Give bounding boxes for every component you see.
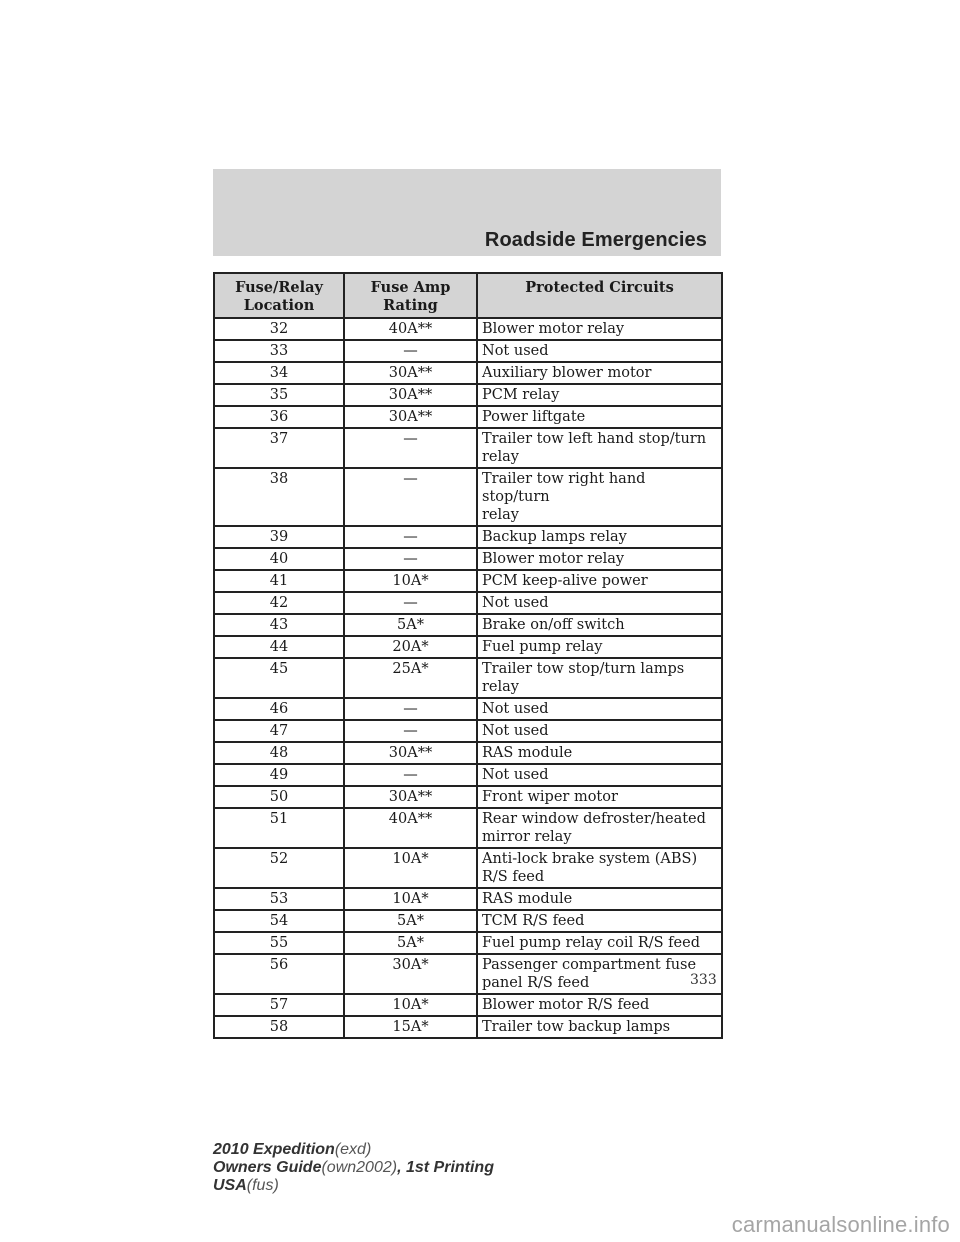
table-row: [214, 636, 722, 658]
cell-protected-circuit: Not used: [477, 340, 722, 362]
table-row: [214, 786, 722, 808]
cell-protected-circuit: Rear window defroster/heated mirror relay: [477, 808, 722, 848]
footer-printing: , 1st Printing: [397, 1159, 494, 1176]
column-header-location: Fuse/Relay Location: [214, 273, 344, 318]
cell-protected-circuit: Backup lamps relay: [477, 526, 722, 548]
footer-line-2: [213, 1159, 494, 1177]
cell-location: 52: [214, 848, 344, 888]
table-row: [214, 848, 722, 888]
cell-amp-rating: 5A*: [344, 910, 477, 932]
cell-protected-circuit: Passenger compartment fuse panel R/S feed: [477, 954, 722, 994]
cell-protected-circuit: Blower motor relay: [477, 548, 722, 570]
table-row: [214, 932, 722, 954]
cell-protected-circuit: Not used: [477, 592, 722, 614]
table-row: [214, 362, 722, 384]
table-row: [214, 742, 722, 764]
cell-location: 34: [214, 362, 344, 384]
footer-line-3: [213, 1177, 494, 1195]
cell-location: 42: [214, 592, 344, 614]
cell-location: 35: [214, 384, 344, 406]
cell-amp-rating: 10A*: [344, 888, 477, 910]
cell-amp-rating: 30A**: [344, 406, 477, 428]
cell-amp-rating: 20A*: [344, 636, 477, 658]
cell-amp-rating: 5A*: [344, 932, 477, 954]
table-row: [214, 954, 722, 994]
cell-protected-circuit: Trailer tow stop/turn lamps relay: [477, 658, 722, 698]
table-row: [214, 764, 722, 786]
table-row: [214, 468, 722, 526]
cell-protected-circuit: Trailer tow backup lamps: [477, 1016, 722, 1038]
table-row: [214, 808, 722, 848]
cell-amp-rating: 15A*: [344, 1016, 477, 1038]
cell-protected-circuit: Anti-lock brake system (ABS) R/S feed: [477, 848, 722, 888]
cell-protected-circuit: Front wiper motor: [477, 786, 722, 808]
cell-protected-circuit: Brake on/off switch: [477, 614, 722, 636]
table-row: [214, 384, 722, 406]
cell-location: 32: [214, 318, 344, 340]
cell-amp-rating: 30A*: [344, 954, 477, 994]
table-body: [214, 318, 722, 1038]
cell-amp-rating: —: [344, 428, 477, 468]
footer-model-code: (exd): [334, 1141, 372, 1158]
cell-location: 45: [214, 658, 344, 698]
section-header-band: [213, 169, 721, 256]
cell-amp-rating: 30A**: [344, 742, 477, 764]
footer-model: 2010 Expedition: [213, 1141, 335, 1158]
cell-amp-rating: —: [344, 592, 477, 614]
cell-amp-rating: —: [344, 548, 477, 570]
footer-market: USA: [213, 1177, 247, 1194]
cell-location: 57: [214, 994, 344, 1016]
cell-amp-rating: —: [344, 764, 477, 786]
cell-location: 50: [214, 786, 344, 808]
cell-amp-rating: —: [344, 526, 477, 548]
cell-location: 58: [214, 1016, 344, 1038]
cell-protected-circuit: Not used: [477, 764, 722, 786]
table-row: [214, 1016, 722, 1038]
table-row: [214, 658, 722, 698]
cell-amp-rating: —: [344, 698, 477, 720]
cell-protected-circuit: TCM R/S feed: [477, 910, 722, 932]
table-row: [214, 614, 722, 636]
cell-amp-rating: —: [344, 468, 477, 526]
footer-line-1: [213, 1141, 494, 1159]
cell-amp-rating: 10A*: [344, 570, 477, 592]
cell-protected-circuit: Trailer tow right hand stop/turn relay: [477, 468, 722, 526]
cell-protected-circuit: PCM relay: [477, 384, 722, 406]
cell-amp-rating: 40A**: [344, 318, 477, 340]
footer-market-code: (fus): [246, 1177, 279, 1194]
cell-protected-circuit: RAS module: [477, 742, 722, 764]
cell-protected-circuit: Trailer tow left hand stop/turn relay: [477, 428, 722, 468]
footer-guide: Owners Guide: [213, 1159, 322, 1176]
cell-location: 37: [214, 428, 344, 468]
cell-location: 38: [214, 468, 344, 526]
cell-location: 44: [214, 636, 344, 658]
cell-amp-rating: 10A*: [344, 994, 477, 1016]
cell-amp-rating: 10A*: [344, 848, 477, 888]
cell-location: 54: [214, 910, 344, 932]
cell-protected-circuit: Blower motor R/S feed: [477, 994, 722, 1016]
watermark-text: carmanualsonline.info: [731, 1212, 950, 1237]
cell-amp-rating: 30A**: [344, 786, 477, 808]
cell-amp-rating: 25A*: [344, 658, 477, 698]
cell-amp-rating: 40A**: [344, 808, 477, 848]
cell-location: 56: [214, 954, 344, 994]
cell-amp-rating: 5A*: [344, 614, 477, 636]
cell-location: 55: [214, 932, 344, 954]
footer-guide-code: (own2002): [321, 1159, 398, 1176]
section-title: Roadside Emergencies: [484, 229, 707, 251]
cell-location: 33: [214, 340, 344, 362]
cell-location: 51: [214, 808, 344, 848]
table-row: [214, 428, 722, 468]
cell-protected-circuit: Fuel pump relay coil R/S feed: [477, 932, 722, 954]
table-row: [214, 570, 722, 592]
page-number: 333: [690, 972, 717, 988]
table-row: [214, 910, 722, 932]
table-row: [214, 698, 722, 720]
cell-protected-circuit: Blower motor relay: [477, 318, 722, 340]
cell-protected-circuit: Not used: [477, 698, 722, 720]
cell-protected-circuit: Auxiliary blower motor: [477, 362, 722, 384]
cell-location: 48: [214, 742, 344, 764]
cell-location: 46: [214, 698, 344, 720]
table-row: [214, 526, 722, 548]
cell-protected-circuit: Power liftgate: [477, 406, 722, 428]
fuse-table: [213, 272, 723, 1039]
table-row: [214, 888, 722, 910]
cell-protected-circuit: RAS module: [477, 888, 722, 910]
table-row: [214, 720, 722, 742]
cell-location: 41: [214, 570, 344, 592]
cell-protected-circuit: PCM keep-alive power: [477, 570, 722, 592]
cell-protected-circuit: Fuel pump relay: [477, 636, 722, 658]
cell-amp-rating: 30A**: [344, 384, 477, 406]
column-header-protected-circuits: Protected Circuits: [477, 273, 722, 318]
cell-amp-rating: —: [344, 340, 477, 362]
cell-location: 47: [214, 720, 344, 742]
cell-amp-rating: 30A**: [344, 362, 477, 384]
cell-location: 53: [214, 888, 344, 910]
column-header-amp-rating: Fuse Amp Rating: [344, 273, 477, 318]
print-footer: [213, 1141, 494, 1195]
cell-amp-rating: —: [344, 720, 477, 742]
cell-location: 39: [214, 526, 344, 548]
cell-location: 40: [214, 548, 344, 570]
table-row: [214, 548, 722, 570]
cell-location: 36: [214, 406, 344, 428]
table-header-row: [214, 273, 722, 318]
table-row: [214, 340, 722, 362]
cell-location: 43: [214, 614, 344, 636]
table-row: [214, 406, 722, 428]
table-row: [214, 994, 722, 1016]
table-row: [214, 592, 722, 614]
table-row: [214, 318, 722, 340]
cell-protected-circuit: Not used: [477, 720, 722, 742]
cell-location: 49: [214, 764, 344, 786]
